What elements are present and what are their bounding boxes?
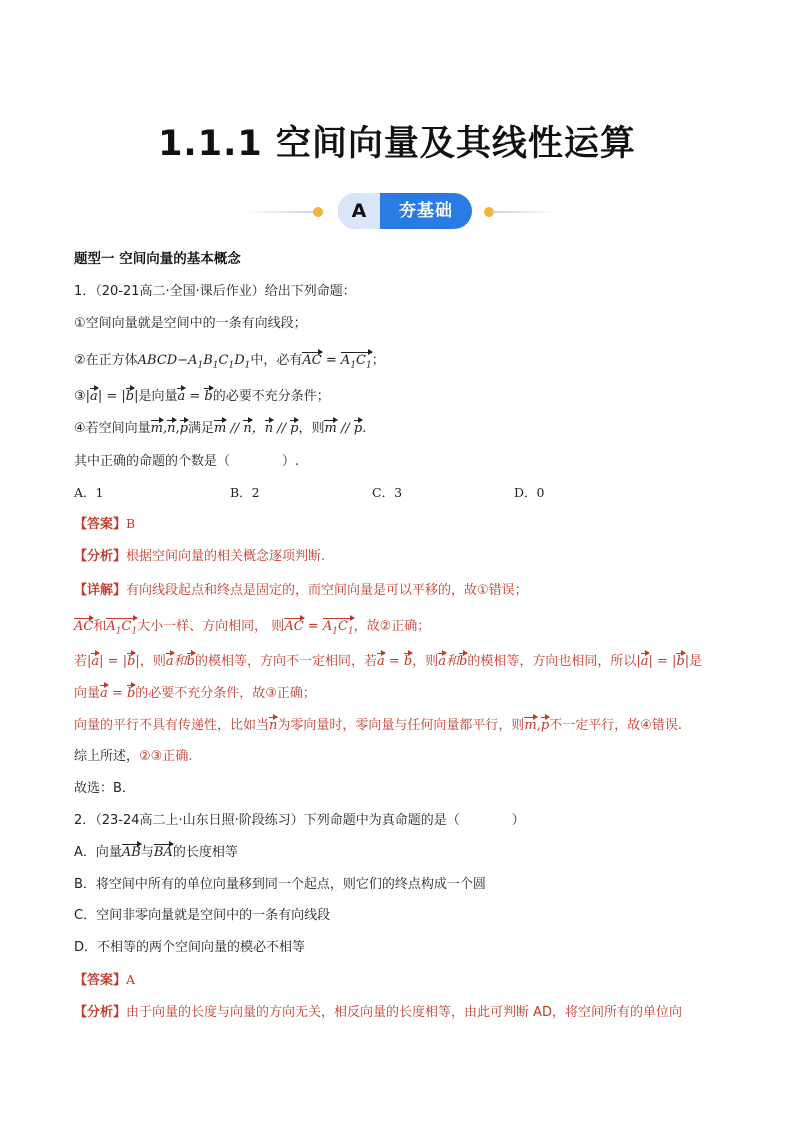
cube-name: $ABCD-A_1B_1C_1D_1$ [137, 353, 251, 371]
math-abs-eq: |a| = |b| [86, 389, 139, 404]
q1-option-a: A．1 [74, 485, 104, 500]
banner-line-left [246, 211, 316, 213]
math-parallel-result: m // p. [324, 421, 366, 436]
q2-option-b: B．将空间中所有的单位向量移到同一个起点，则它们的终点构成一个圆 [74, 877, 486, 892]
banner-dot-left [313, 207, 323, 217]
q1-prop-4: ④若空间向量m,n,p满足m // n，n // p，则m // p. [74, 419, 366, 439]
q2-option-c: C．空间非零向量就是空间中的一条有向线段 [74, 908, 331, 923]
vector-ac: AC [302, 351, 321, 371]
page-title: 1.1.1 空间向量及其线性运算 [158, 124, 636, 164]
q1-prop-1: ①空间向量就是空间中的一条有向线段； [74, 316, 307, 331]
q2-option-a: A．向量AB与BA的长度相等 [74, 843, 238, 863]
q1-option-d: D．0 [514, 485, 545, 500]
banner-pill [338, 193, 472, 229]
q1-detail-1: 【详解】有向线段起点和终点是固定的，而空间向量是可以平移的，故①错误； [74, 583, 528, 598]
q1-ask: 其中正确的命题的个数是（ ）. [74, 454, 300, 469]
banner-letter: A [338, 193, 380, 229]
q1-summary: 综上所述，②③正确. [74, 749, 193, 764]
vector-a1c1: $A_1C_1$ [341, 351, 372, 376]
q2-option-d: D．不相等的两个空间向量的模必不相等 [74, 940, 306, 955]
banner-label: 夯基础 [399, 201, 453, 221]
q2-answer: 【答案】A [74, 972, 136, 988]
q1-analysis: 【分析】根据空间向量的相关概念逐项判断. [74, 549, 326, 564]
math-mnp: m,n,p [151, 421, 188, 436]
q1-option-c: C．3 [372, 485, 403, 500]
q2-analysis: 【分析】由于向量的长度与向量的方向无关，相反向量的长度相等，由此可判断 AD，将空间所有的单位向 [74, 1005, 683, 1020]
math-parallel: m // n，n // p [214, 421, 298, 436]
q1-answer: 【答案】B [74, 516, 136, 532]
q1-detail-3: 若|a| = |b|，则a和b的模相等，方向不一定相同，若a = b，则a和b的模相等，方向也相同，所以|a| = |b|是 [74, 652, 702, 672]
banner-line-right [492, 211, 558, 213]
section-banner [0, 192, 794, 232]
q1-choose: 故选：B． [74, 781, 135, 796]
q1-stem: 1．（20-21高二·全国·课后作业）给出下列命题： [74, 284, 356, 299]
q2-stem: 2．（23-24高二上·山东日照·阶段练习）下列命题中为真命题的是（ ） [74, 813, 525, 828]
q1-detail-2: AC和$A_1C_1$大小一样、方向相同， 则AC = $A_1C_1$，故②正确； [74, 617, 430, 642]
q1-detail-5: 向量的平行不具有传递性，比如当n为零向量时，零向量与任何向量都平行，则m,p不一定平行，故④错误. [74, 716, 682, 736]
q1-detail-4: 向量a = b的必要不充分条件，故③正确； [74, 684, 316, 704]
q1-prop-3: ③|a| = |b|是向量a = b的必要不充分条件； [74, 387, 330, 407]
math-vec-eq: a = b [177, 389, 212, 404]
q1-prop-2: ②在正方体$ABCD-A_1B_1C_1D_1$中，必有AC = $A_1C_1$； [74, 351, 385, 376]
section-heading: 题型一 空间向量的基本概念 [74, 251, 241, 267]
q1-option-b: B．2 [230, 485, 260, 500]
